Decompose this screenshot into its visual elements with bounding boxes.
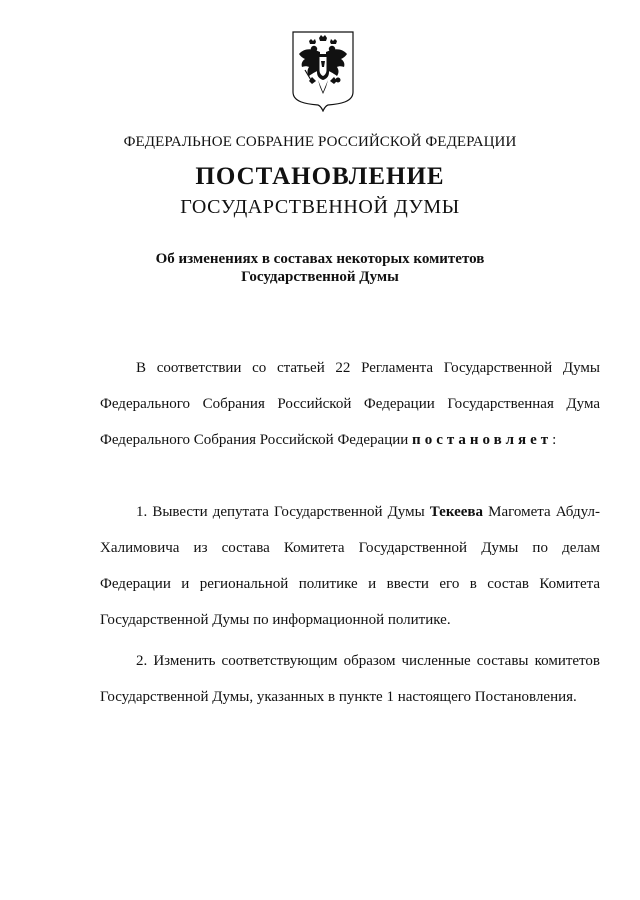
- document-subject: [0, 250, 640, 286]
- deputy-name: Текеева: [429, 504, 484, 520]
- russian-coat-of-arms-icon: [290, 30, 356, 112]
- document-issuer: ГОСУДАРСТВЕННОЙ ДУМЫ: [180, 196, 460, 218]
- paragraph-2: [100, 643, 600, 715]
- intro-paragraph: [100, 350, 600, 458]
- paragraph-2-text: Изменить соответствующим образом численные составы комитетов Государственной Думы, указанных в пункте 1 настоящего Постановления.: [100, 653, 600, 705]
- paragraph-1: [100, 494, 600, 638]
- document-type-title: ПОСТАНОВЛЕНИЕ: [195, 163, 445, 190]
- paragraph-1-after: Магомета Абдул-Халимовича из состава Комитета Государственной Думы по делам Федерации и региональной политике и ввести его в состав Комитета Государственной Думы по информационной политике.: [100, 504, 600, 628]
- paragraph-1-number: 1.: [136, 504, 148, 520]
- subject-line-1: Об изменениях в составах некоторых комитетов: [155, 251, 485, 267]
- intro-text: В соответствии со статьей 22 Регламента Государственной Думы Федерального Собрания Российской Федерации Государственная Дума Федерального Собрания Российской Федерации: [100, 360, 600, 448]
- intro-tail: :: [552, 432, 557, 448]
- subject-line-2: Государственной Думы: [241, 269, 399, 285]
- organization-header: ФЕДЕРАЛЬНОЕ СОБРАНИЕ РОССИЙСКОЙ ФЕДЕРАЦИИ: [123, 134, 517, 150]
- paragraph-1-before: Вывести депутата Государственной Думы: [147, 504, 430, 520]
- decree-word: постановляет: [412, 432, 553, 448]
- paragraph-2-number: 2.: [136, 653, 148, 669]
